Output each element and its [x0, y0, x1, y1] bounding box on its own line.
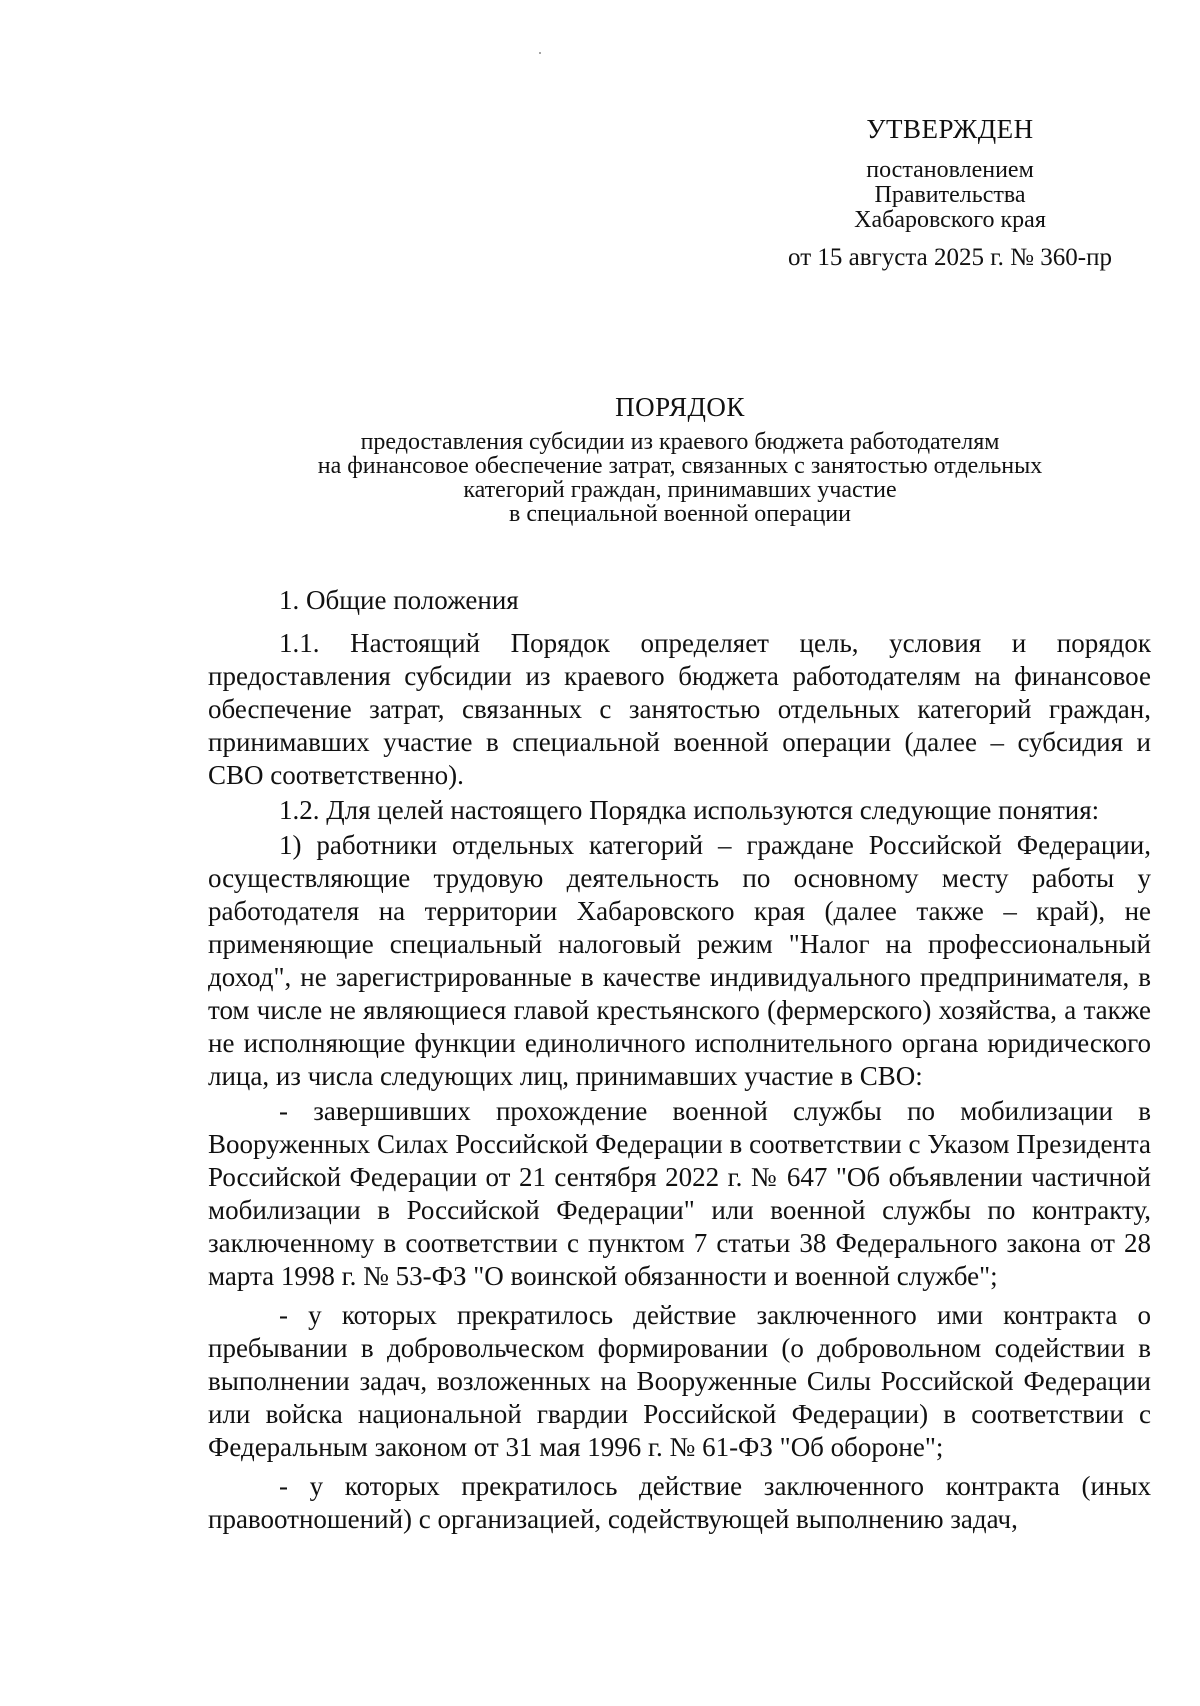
approval-line-resolution: постановлением — [866, 157, 1034, 183]
paragraph-bullet-organization: - у которых прекратилось действие заключенного контракта (иных правоотношений) с организацией, содействующей выполнению задач, — [208, 1471, 1151, 1534]
subtitle-line: предоставления субсидии из краевого бюджета работодателям — [360, 429, 1000, 455]
approval-date-number: от 15 августа 2025 г. № 360-пр — [788, 244, 1112, 271]
document-subtitle — [230, 430, 1130, 526]
subtitle-line: на финансовое обеспечение затрат, связанных с занятостью отдельных — [317, 453, 1043, 479]
subtitle-line: в специальной военной операции — [509, 501, 851, 527]
paragraph-1-1: 1.1. Настоящий Порядок определяет цель, условия и порядок предоставления субсидии из краевого бюджета работодателям на финансовое обеспечение затрат, связанных с занятостью отдельных категорий граждан, принимавших участие в специальной военной операции (далее – субсидия и СВО соответственно). — [208, 628, 1151, 790]
section-heading: 1. Общие положения — [279, 585, 519, 615]
paragraph-bullet-mobilization: - завершивших прохождение военной службы по мобилизации в Вооруженных Силах Российской Федерации в соответствии с Указом Президента Российской Федерации от 21 сентября 2022 г. № 647 "Об объявлении частичной мобилизации в Российской Федерации" или военной службы по контракту, заключенному в соответствии с пунктом 7 статьи 38 Федерального закона от 28 марта 1998 г. № 53-ФЗ "О воинской обязанности и военной службе"; — [208, 1096, 1151, 1291]
document-title: ПОРЯДОК — [615, 392, 745, 422]
approval-line-region: Хабаровского края — [854, 207, 1046, 233]
approval-line-government: Правительства — [874, 182, 1026, 208]
paragraph-definition-1: 1) работники отдельных категорий – граждане Российской Федерации, осуществляющие трудовую деятельность по основному месту работы у работодателя на территории Хабаровского края (далее также – край), не применяющие специальный налоговый режим "Налог на профессиональный доход", не зарегистрированные в качестве индивидуального предпринимателя, в том числе не являющиеся главой крестьянского (фермерского) хозяйства, а также не исполняющие функции единоличного исполнительного органа юридического лица, из числа следующих лиц, принимавших участие в СВО: — [208, 830, 1151, 1091]
paragraph-bullet-volunteer: - у которых прекратилось действие заключенного ими контракта о пребывании в добровольческом формировании (о добровольном содействии в выполнении задач, возложенных на Вооруженные Силы Российской Федерации или войска национальной гвардии Российской Федерации) в соответствии с Федеральным законом от 31 мая 1996 г. № 61-ФЗ "Об обороне"; — [208, 1300, 1151, 1462]
document-body — [208, 584, 1151, 1538]
subtitle-line: категорий граждан, принимавших участие — [463, 477, 897, 503]
approval-block — [740, 112, 1160, 273]
scan-speck — [539, 52, 541, 54]
approval-title: УТВЕРЖДЕН — [866, 114, 1034, 144]
paragraph-1-2: 1.2. Для целей настоящего Порядка используются следующие понятия: — [279, 795, 1100, 825]
